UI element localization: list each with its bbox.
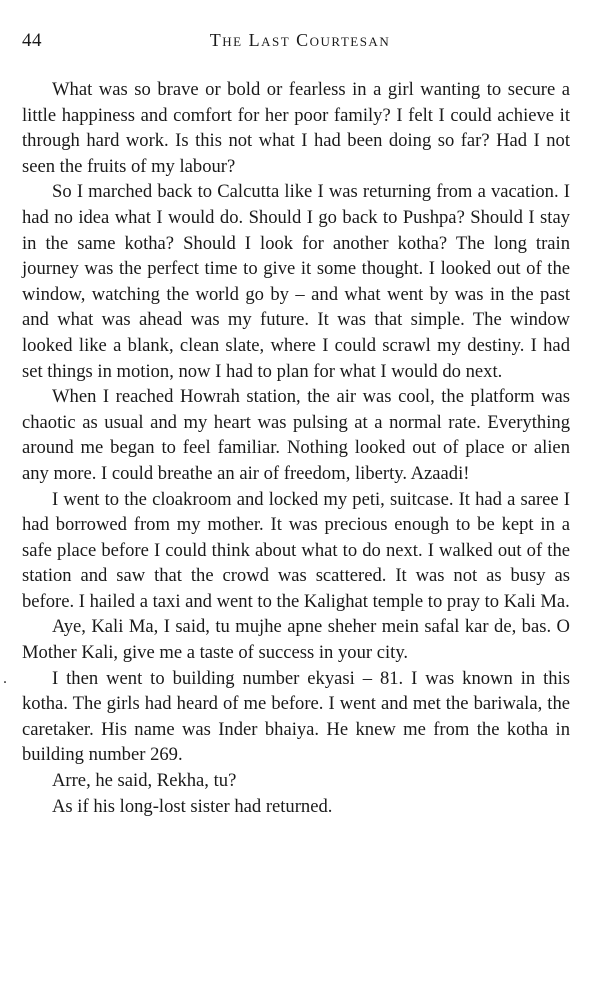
book-title: The Last Courtesan (209, 30, 391, 50)
paragraph: So I marched back to Calcutta like I was returning from a vacation. I had no idea what I would do. Should I go back to Pushpa? Should I stay in the same kotha? Should I look for another kotha? The long train journey was the perfect time to give it some thought. I looked out of the window, watching the world go by – and what went by was in the past and what was ahead was my future. It was that simple. The window looked like a blank, clean slate, where I could scrawl my destiny. I had set things in motion, now I had to plan for what I would do next. (22, 181, 570, 382)
paragraph: Arre, he said, Rekha, tu? (52, 770, 237, 792)
paragraph: Aye, Kali Ma, I said, tu mujhe apne sheher mein safal kar de, bas. O Mother Kali, give me a taste of success in your city. (22, 616, 570, 664)
page-number: 44 (22, 30, 42, 51)
paragraph: As if his long-lost sister had returned. (52, 795, 333, 817)
paragraph: I went to the cloakroom and locked my peti, suitcase. It had a saree I had borrowed from my mother. It was precious enough to be kept in a safe place before I could think about what to do next. I walked out of the station and saw that the crowd was scattered. It was not as busy as before. I hailed a taxi and went to the Kalighat temple to pray to Kali Ma. (22, 488, 570, 612)
body-text (22, 77, 570, 819)
paragraph: When I reached Howrah station, the air was cool, the platform was chaotic as usual and my heart was pulsing at a normal rate. Everything around me began to feel familiar. Nothing looked out of place or alien any more. I could breathe an air of freedom, liberty. Azaadi! (22, 386, 570, 484)
margin-mark: . (3, 670, 7, 687)
paragraph: What was so brave or bold or fearless in a girl wanting to secure a little happiness and comfort for her poor family? I felt I could achieve it through hard work. Is this not what I had been doing so far? Had I not seen the fruits of my labour? (22, 79, 570, 177)
running-head (22, 30, 578, 54)
paragraph: I then went to building number ekyasi – 81. I was known in this kotha. The girls had heard of me before. I went and met the bariwala, the caretaker. His name was Inder bhaiya. He knew me from the kotha in building number 269. (22, 667, 570, 766)
